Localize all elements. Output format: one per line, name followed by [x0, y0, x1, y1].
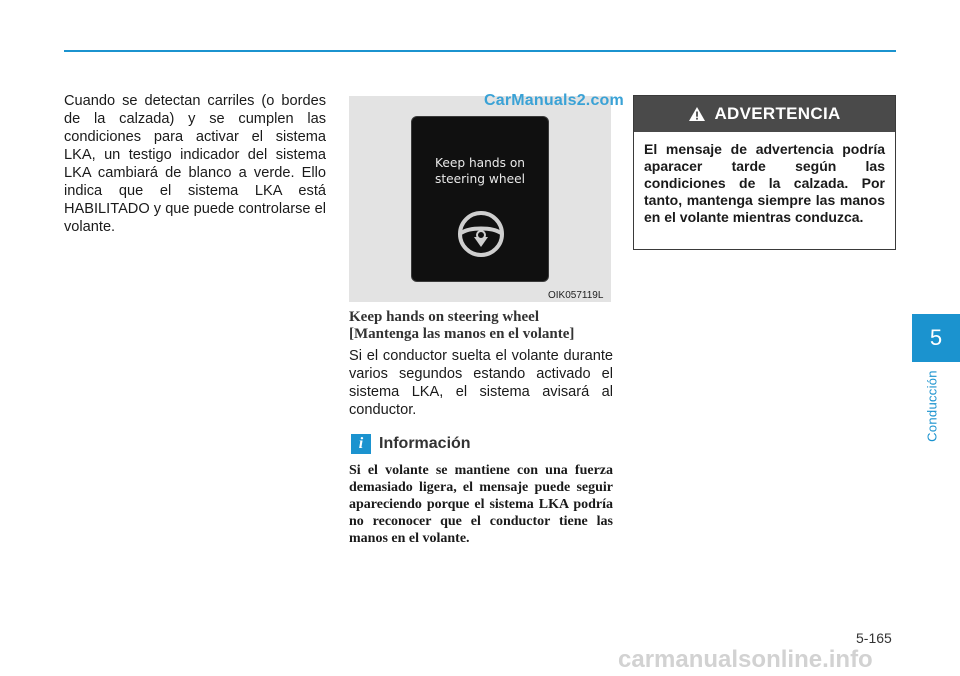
watermark-carmanualsonline: carmanualsonline.info	[618, 646, 873, 673]
page-number: 5-165	[856, 630, 892, 646]
cluster-display	[411, 116, 549, 282]
section-heading-line1: Keep hands on steering wheel	[349, 309, 540, 325]
info-header	[351, 434, 471, 454]
cluster-message	[412, 155, 548, 187]
lka-activation-paragraph: Cuando se detectan carriles (o bordes de la calzada) y se cumplen las condiciones para activar el sistema LKA, un testigo indicador del sistema LKA cambiará de blanco a verde. Ello indica que el sistema LKA está HABILITADO y que puede controlarse el volante.	[64, 93, 326, 235]
hands-off-paragraph: Si el conductor suelta el volante durante varios segundos estando activado el sistema LKA, el sistema avisará al conductor.	[349, 348, 613, 418]
cluster-message-line1: Keep hands on	[434, 156, 526, 170]
warning-box	[633, 95, 896, 250]
warning-title: ADVERTENCIA	[714, 104, 841, 123]
info-title: Información	[379, 435, 471, 452]
info-icon: i	[351, 434, 371, 454]
watermark-carmanuals2: CarManuals2.com	[484, 92, 624, 109]
chapter-name	[925, 366, 939, 446]
cluster-message-line2: steering wheel	[435, 172, 525, 186]
section-heading	[349, 309, 613, 343]
warning-triangle-icon	[688, 106, 706, 122]
chapter-name-label: Conducción	[924, 370, 940, 442]
cluster-message-figure	[349, 96, 611, 302]
warning-text: El mensaje de advertencia podría aparacer tarde según las condiciones de la calzada. Por tanto, mantenga siempre las manos en el volante mientras conduzca.	[644, 141, 885, 225]
chapter-number-tab: 5	[912, 314, 960, 362]
info-text: Si el volante se mantiene con una fuerza demasiado ligera, el mensaje puede seguir apareciendo porque el sistema LKA podría no reconocer que el conductor tiene las manos en el volante.	[349, 463, 613, 546]
warning-header	[634, 96, 895, 132]
figure-code: OIK057119L	[548, 290, 604, 301]
header-rule	[64, 50, 896, 52]
steering-wheel-icon	[456, 209, 506, 259]
section-heading-line2: [Mantenga las manos en el volante]	[349, 326, 575, 342]
